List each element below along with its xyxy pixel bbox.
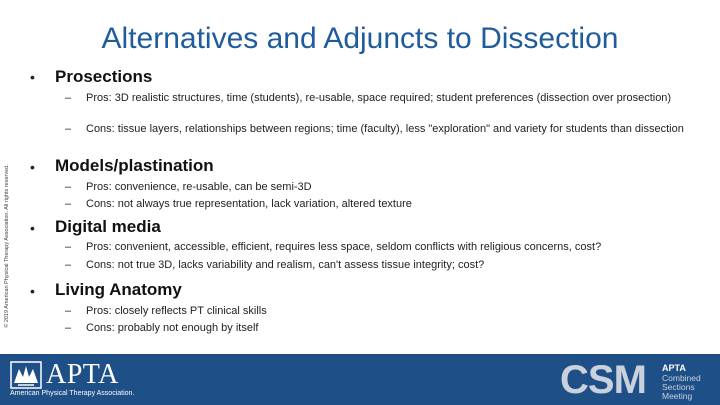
section-heading-living-anatomy: Living Anatomy	[55, 280, 182, 299]
bullet-icon: •	[30, 159, 35, 175]
dash-icon: –	[65, 181, 72, 193]
slide-title: Alternatives and Adjuncts to Dissection	[101, 22, 619, 55]
list-item: Pros: convenience, re-usable, can be semi-3D	[86, 181, 312, 193]
footer-bar	[0, 354, 720, 405]
section-heading-prosections: Prosections	[55, 67, 153, 86]
csm-logo	[560, 357, 715, 402]
dash-icon: –	[65, 92, 72, 104]
csm-line-combined: Combined	[662, 373, 701, 383]
apta-tagline: American Physical Therapy Association.	[10, 390, 135, 397]
csm-line-sections: Sections	[662, 382, 695, 392]
list-item: Cons: not true 3D, lacks variability and realism, can't assess tissue integrity; cost?	[86, 259, 485, 271]
section-heading-models: Models/plastination	[55, 156, 214, 175]
dash-icon: –	[65, 198, 72, 210]
apta-logo-text: APTA	[46, 359, 119, 390]
csm-line-meeting: Meeting	[662, 391, 693, 401]
list-item: Pros: convenient, accessible, efficient, requires less space, seldom conflicts with religious concerns, cost?	[86, 241, 602, 253]
dash-icon: –	[65, 259, 72, 271]
bullet-icon: •	[30, 220, 35, 236]
apta-eagle-icon	[10, 361, 42, 389]
list-item: Pros: 3D realistic structures, time (students), re-usable, space required; student preferences (dissection over prosection)	[86, 92, 672, 104]
dash-icon: –	[65, 123, 72, 135]
list-item: Cons: not always true representation, lack variation, altered texture	[86, 198, 412, 210]
csm-apta-label: APTA	[662, 363, 686, 373]
list-item: Cons: probably not enough by itself	[86, 322, 259, 334]
csm-logo-text: CSM	[560, 358, 646, 402]
list-item: Pros: closely reflects PT clinical skills	[86, 305, 267, 317]
section-heading-digital-media: Digital media	[55, 217, 161, 236]
dash-icon: –	[65, 241, 72, 253]
bullet-icon: •	[30, 283, 35, 299]
dash-icon: –	[65, 305, 72, 317]
copyright-notice: © 2019 American Physical Therapy Association. All rights reserved.	[4, 164, 10, 328]
apta-logo	[10, 361, 150, 401]
bullet-icon: •	[30, 69, 35, 85]
dash-icon: –	[65, 322, 72, 334]
list-item: Cons: tissue layers, relationships between regions; time (faculty), less "exploration" and variety for students than dissection	[86, 123, 684, 135]
